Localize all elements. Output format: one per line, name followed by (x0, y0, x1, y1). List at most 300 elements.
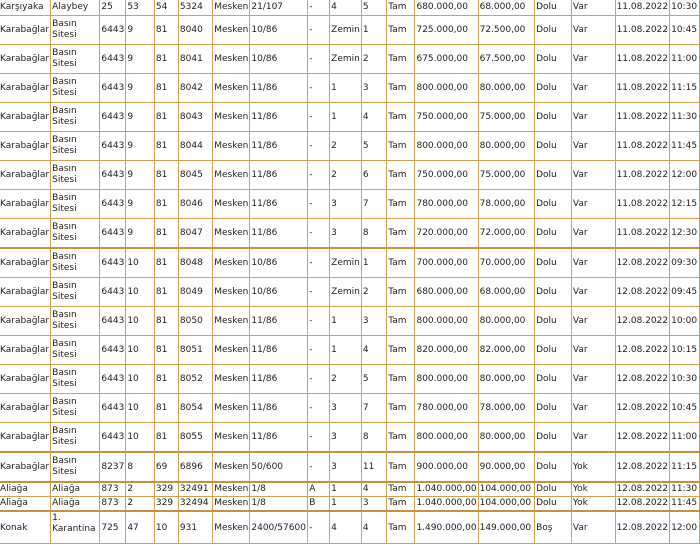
cell-neighborhood: Basın Sitesi (51, 365, 100, 394)
cell-extra: Yok (571, 452, 615, 482)
cell-neighborhood: Aliağa (51, 497, 100, 512)
cell-extra: Var (571, 278, 615, 307)
cell-district: Karabağlar (0, 132, 51, 161)
cell-deposit: 80.000,00 (478, 307, 535, 336)
cell-block: - (308, 219, 330, 249)
cell-occupancy: Dolu (535, 0, 572, 16)
cell-occupancy: Dolu (535, 219, 572, 249)
cell-neighborhood: Basın Sitesi (51, 45, 100, 74)
cell-ada: 6443 (100, 307, 126, 336)
cell-parsel: 9 (126, 190, 155, 219)
cell-ada: 6443 (100, 45, 126, 74)
cell-share: 11/86 (250, 365, 308, 394)
cell-ownership: Tam (387, 74, 415, 103)
cell-unit-no: 8049 (178, 278, 212, 307)
cell-ownership: Tam (387, 423, 415, 453)
table-row (0, 248, 700, 278)
cell-block: A (308, 482, 330, 497)
cell-price: 680.000,00 (415, 278, 478, 307)
cell-district: Karabağlar (0, 423, 51, 453)
cell-block: - (308, 0, 330, 16)
cell-type: Mesken (213, 452, 250, 482)
cell-type: Mesken (213, 74, 250, 103)
table-row (0, 497, 700, 512)
cell-pafta: 81 (154, 219, 178, 249)
cell-time: 11:45 (670, 132, 700, 161)
cell-pafta: 81 (154, 365, 178, 394)
cell-deposit: 70.000,00 (478, 248, 535, 278)
cell-district: Karabağlar (0, 74, 51, 103)
cell-unit-no: 931 (178, 511, 212, 544)
cell-door: 4 (361, 511, 386, 544)
cell-occupancy: Dolu (535, 452, 572, 482)
cell-occupancy: Dolu (535, 16, 572, 45)
cell-extra: Var (571, 190, 615, 219)
cell-parsel: 9 (126, 45, 155, 74)
cell-type: Mesken (213, 103, 250, 132)
cell-ownership: Tam (387, 132, 415, 161)
cell-block: - (308, 278, 330, 307)
cell-price: 800.000,00 (415, 423, 478, 453)
cell-pafta: 54 (154, 0, 178, 16)
cell-parsel: 10 (126, 394, 155, 423)
cell-type: Mesken (213, 307, 250, 336)
cell-date: 12.08.2022 (615, 365, 670, 394)
cell-type: Mesken (213, 482, 250, 497)
cell-deposit: 104.000,00 (478, 497, 535, 512)
cell-block: - (308, 365, 330, 394)
cell-floor: 1 (330, 74, 362, 103)
cell-date: 11.08.2022 (615, 103, 670, 132)
cell-district: Karabağlar (0, 16, 51, 45)
cell-extra: Var (571, 423, 615, 453)
cell-occupancy: Dolu (535, 103, 572, 132)
cell-block: - (308, 248, 330, 278)
table-row (0, 336, 700, 365)
cell-pafta: 329 (154, 482, 178, 497)
cell-floor: 1 (330, 336, 362, 365)
cell-parsel: 10 (126, 248, 155, 278)
cell-parsel: 9 (126, 16, 155, 45)
cell-door: 11 (361, 452, 386, 482)
cell-pafta: 81 (154, 45, 178, 74)
cell-pafta: 69 (154, 452, 178, 482)
cell-floor: 1 (330, 482, 362, 497)
cell-unit-no: 8042 (178, 74, 212, 103)
cell-parsel: 9 (126, 161, 155, 190)
cell-price: 800.000,00 (415, 74, 478, 103)
cell-neighborhood: Aliağa (51, 482, 100, 497)
cell-date: 12.08.2022 (615, 452, 670, 482)
cell-neighborhood: 1. Karantina (51, 511, 100, 544)
cell-type: Mesken (213, 190, 250, 219)
cell-date: 12.08.2022 (615, 511, 670, 544)
cell-door: 5 (361, 365, 386, 394)
cell-time: 09:30 (670, 248, 700, 278)
cell-ownership: Tam (387, 190, 415, 219)
cell-extra: Var (571, 132, 615, 161)
cell-date: 12.08.2022 (615, 394, 670, 423)
table-row (0, 482, 700, 497)
cell-time: 11:00 (670, 423, 700, 453)
cell-share: 11/86 (250, 423, 308, 453)
cell-price: 780.000,00 (415, 190, 478, 219)
cell-extra: Var (571, 0, 615, 16)
cell-date: 11.08.2022 (615, 161, 670, 190)
cell-time: 10:30 (670, 365, 700, 394)
cell-ownership: Tam (387, 497, 415, 512)
cell-district: Karşıyaka (0, 0, 51, 16)
cell-share: 11/86 (250, 103, 308, 132)
cell-district: Karabağlar (0, 103, 51, 132)
cell-share: 11/86 (250, 336, 308, 365)
cell-ownership: Tam (387, 0, 415, 16)
cell-date: 11.08.2022 (615, 74, 670, 103)
cell-extra: Yok (571, 482, 615, 497)
cell-pafta: 81 (154, 132, 178, 161)
table-row (0, 16, 700, 45)
cell-neighborhood: Basın Sitesi (51, 307, 100, 336)
cell-occupancy: Dolu (535, 190, 572, 219)
cell-price: 675.000,00 (415, 45, 478, 74)
cell-ada: 25 (100, 0, 126, 16)
cell-district: Konak (0, 511, 51, 544)
cell-ownership: Tam (387, 394, 415, 423)
table-row (0, 423, 700, 453)
cell-ownership: Tam (387, 248, 415, 278)
cell-district: Aliağa (0, 497, 51, 512)
cell-date: 12.08.2022 (615, 497, 670, 512)
cell-ada: 6443 (100, 74, 126, 103)
cell-occupancy: Dolu (535, 482, 572, 497)
table-row (0, 365, 700, 394)
cell-unit-no: 8041 (178, 45, 212, 74)
cell-type: Mesken (213, 394, 250, 423)
cell-floor: 4 (330, 511, 362, 544)
cell-neighborhood: Basın Sitesi (51, 336, 100, 365)
cell-neighborhood: Basın Sitesi (51, 74, 100, 103)
cell-price: 820.000,00 (415, 336, 478, 365)
cell-floor: 3 (330, 219, 362, 249)
cell-pafta: 81 (154, 74, 178, 103)
cell-door: 4 (361, 482, 386, 497)
cell-deposit: 149.000,00 (478, 511, 535, 544)
cell-pafta: 81 (154, 336, 178, 365)
cell-door: 4 (361, 103, 386, 132)
cell-extra: Var (571, 45, 615, 74)
cell-block: - (308, 511, 330, 544)
cell-floor: Zemin (330, 278, 362, 307)
cell-door: 1 (361, 248, 386, 278)
cell-neighborhood: Basın Sitesi (51, 394, 100, 423)
cell-neighborhood: Alaybey (51, 0, 100, 16)
cell-time: 11:30 (670, 482, 700, 497)
cell-extra: Var (571, 161, 615, 190)
cell-floor: 3 (330, 423, 362, 453)
cell-block: B (308, 497, 330, 512)
cell-door: 8 (361, 423, 386, 453)
cell-deposit: 80.000,00 (478, 132, 535, 161)
cell-parsel: 10 (126, 336, 155, 365)
cell-deposit: 80.000,00 (478, 423, 535, 453)
cell-unit-no: 8044 (178, 132, 212, 161)
cell-unit-no: 32491 (178, 482, 212, 497)
cell-time: 10:15 (670, 336, 700, 365)
cell-share: 11/86 (250, 394, 308, 423)
cell-neighborhood: Basın Sitesi (51, 248, 100, 278)
cell-date: 12.08.2022 (615, 482, 670, 497)
cell-price: 750.000,00 (415, 161, 478, 190)
cell-date: 11.08.2022 (615, 219, 670, 249)
table-row (0, 74, 700, 103)
cell-ada: 6443 (100, 423, 126, 453)
cell-date: 12.08.2022 (615, 336, 670, 365)
cell-pafta: 81 (154, 394, 178, 423)
cell-price: 720.000,00 (415, 219, 478, 249)
cell-neighborhood: Basın Sitesi (51, 278, 100, 307)
cell-date: 11.08.2022 (615, 132, 670, 161)
table-row (0, 394, 700, 423)
cell-price: 1.040.000,00 (415, 497, 478, 512)
cell-type: Mesken (213, 132, 250, 161)
cell-block: - (308, 336, 330, 365)
cell-unit-no: 8048 (178, 248, 212, 278)
table-row (0, 511, 700, 544)
cell-ada: 6443 (100, 278, 126, 307)
cell-neighborhood: Basın Sitesi (51, 103, 100, 132)
cell-unit-no: 6896 (178, 452, 212, 482)
cell-date: 11.08.2022 (615, 16, 670, 45)
cell-parsel: 2 (126, 497, 155, 512)
cell-block: - (308, 16, 330, 45)
cell-door: 6 (361, 161, 386, 190)
cell-price: 900.000,00 (415, 452, 478, 482)
cell-district: Karabağlar (0, 394, 51, 423)
cell-door: 4 (361, 336, 386, 365)
cell-time: 10:45 (670, 394, 700, 423)
cell-deposit: 68.000,00 (478, 0, 535, 16)
cell-deposit: 80.000,00 (478, 74, 535, 103)
cell-ada: 873 (100, 482, 126, 497)
cell-time: 09:45 (670, 278, 700, 307)
cell-door: 2 (361, 45, 386, 74)
cell-occupancy: Dolu (535, 394, 572, 423)
cell-ada: 6443 (100, 394, 126, 423)
cell-type: Mesken (213, 278, 250, 307)
cell-unit-no: 8050 (178, 307, 212, 336)
cell-time: 11:45 (670, 497, 700, 512)
cell-deposit: 75.000,00 (478, 103, 535, 132)
cell-unit-no: 8040 (178, 16, 212, 45)
cell-price: 800.000,00 (415, 307, 478, 336)
cell-neighborhood: Basın Sitesi (51, 132, 100, 161)
cell-share: 1/8 (250, 482, 308, 497)
cell-time: 10:00 (670, 307, 700, 336)
cell-parsel: 2 (126, 482, 155, 497)
cell-date: 11.08.2022 (615, 0, 670, 16)
cell-parsel: 10 (126, 307, 155, 336)
cell-occupancy: Dolu (535, 161, 572, 190)
table-row (0, 45, 700, 74)
cell-occupancy: Dolu (535, 45, 572, 74)
cell-parsel: 10 (126, 365, 155, 394)
cell-unit-no: 8051 (178, 336, 212, 365)
cell-extra: Var (571, 307, 615, 336)
cell-unit-no: 8043 (178, 103, 212, 132)
cell-time: 12:00 (670, 511, 700, 544)
table-row (0, 278, 700, 307)
cell-ownership: Tam (387, 103, 415, 132)
cell-date: 12.08.2022 (615, 423, 670, 453)
cell-floor: 2 (330, 365, 362, 394)
cell-occupancy: Dolu (535, 423, 572, 453)
cell-date: 11.08.2022 (615, 190, 670, 219)
table-row (0, 132, 700, 161)
cell-ada: 6443 (100, 132, 126, 161)
cell-district: Karabağlar (0, 190, 51, 219)
cell-ada: 873 (100, 497, 126, 512)
cell-ownership: Tam (387, 307, 415, 336)
cell-deposit: 82.000,00 (478, 336, 535, 365)
cell-time: 12:00 (670, 161, 700, 190)
cell-extra: Var (571, 336, 615, 365)
cell-neighborhood: Basın Sitesi (51, 423, 100, 453)
cell-district: Karabağlar (0, 365, 51, 394)
cell-date: 11.08.2022 (615, 45, 670, 74)
cell-unit-no: 8052 (178, 365, 212, 394)
cell-share: 11/86 (250, 74, 308, 103)
cell-occupancy: Dolu (535, 132, 572, 161)
cell-type: Mesken (213, 248, 250, 278)
cell-deposit: 104.000,00 (478, 482, 535, 497)
cell-extra: Var (571, 365, 615, 394)
cell-block: - (308, 161, 330, 190)
cell-door: 7 (361, 190, 386, 219)
cell-deposit: 80.000,00 (478, 365, 535, 394)
cell-door: 3 (361, 307, 386, 336)
cell-time: 11:30 (670, 103, 700, 132)
cell-unit-no: 8045 (178, 161, 212, 190)
cell-district: Aliağa (0, 482, 51, 497)
table-row (0, 307, 700, 336)
cell-ada: 6443 (100, 103, 126, 132)
cell-ownership: Tam (387, 511, 415, 544)
cell-unit-no: 32494 (178, 497, 212, 512)
cell-time: 10:45 (670, 16, 700, 45)
cell-type: Mesken (213, 423, 250, 453)
cell-share: 10/86 (250, 16, 308, 45)
cell-extra: Var (571, 103, 615, 132)
cell-ada: 725 (100, 511, 126, 544)
cell-occupancy: Dolu (535, 74, 572, 103)
table-row (0, 190, 700, 219)
cell-occupancy: Dolu (535, 248, 572, 278)
cell-price: 1.040.000,00 (415, 482, 478, 497)
cell-deposit: 72.000,00 (478, 219, 535, 249)
cell-floor: 2 (330, 161, 362, 190)
cell-floor: 3 (330, 452, 362, 482)
cell-type: Mesken (213, 45, 250, 74)
cell-share: 11/86 (250, 161, 308, 190)
cell-parsel: 10 (126, 423, 155, 453)
cell-share: 1/8 (250, 497, 308, 512)
cell-pafta: 81 (154, 248, 178, 278)
cell-share: 21/107 (250, 0, 308, 16)
cell-price: 780.000,00 (415, 394, 478, 423)
cell-pafta: 81 (154, 16, 178, 45)
cell-parsel: 9 (126, 103, 155, 132)
cell-ownership: Tam (387, 365, 415, 394)
cell-door: 8 (361, 219, 386, 249)
cell-ownership: Tam (387, 16, 415, 45)
cell-time: 12:30 (670, 219, 700, 249)
cell-door: 3 (361, 497, 386, 512)
table-row (0, 219, 700, 249)
cell-ownership: Tam (387, 482, 415, 497)
cell-share: 50/600 (250, 452, 308, 482)
cell-type: Mesken (213, 16, 250, 45)
cell-occupancy: Dolu (535, 278, 572, 307)
cell-extra: Var (571, 219, 615, 249)
cell-block: - (308, 132, 330, 161)
cell-time: 12:15 (670, 190, 700, 219)
cell-district: Karabağlar (0, 278, 51, 307)
cell-unit-no: 8054 (178, 394, 212, 423)
cell-type: Mesken (213, 219, 250, 249)
cell-type: Mesken (213, 0, 250, 16)
cell-block: - (308, 307, 330, 336)
cell-pafta: 81 (154, 161, 178, 190)
cell-parsel: 9 (126, 132, 155, 161)
cell-door: 7 (361, 394, 386, 423)
cell-ownership: Tam (387, 278, 415, 307)
cell-pafta: 81 (154, 190, 178, 219)
cell-parsel: 10 (126, 278, 155, 307)
cell-deposit: 67.500,00 (478, 45, 535, 74)
cell-deposit: 68.000,00 (478, 278, 535, 307)
cell-floor: 1 (330, 497, 362, 512)
cell-time: 11:15 (670, 74, 700, 103)
cell-time: 11:00 (670, 45, 700, 74)
cell-occupancy: Dolu (535, 307, 572, 336)
cell-extra: Var (571, 74, 615, 103)
cell-parsel: 47 (126, 511, 155, 544)
cell-door: 1 (361, 16, 386, 45)
cell-pafta: 81 (154, 103, 178, 132)
cell-parsel: 9 (126, 219, 155, 249)
cell-district: Karabağlar (0, 161, 51, 190)
cell-district: Karabağlar (0, 219, 51, 249)
cell-share: 11/86 (250, 219, 308, 249)
cell-extra: Var (571, 16, 615, 45)
cell-share: 10/86 (250, 248, 308, 278)
cell-floor: 1 (330, 307, 362, 336)
cell-price: 680.000,00 (415, 0, 478, 16)
cell-ada: 8237 (100, 452, 126, 482)
cell-pafta: 10 (154, 511, 178, 544)
cell-door: 5 (361, 132, 386, 161)
cell-time: 10:30 (670, 0, 700, 16)
cell-district: Karabağlar (0, 336, 51, 365)
cell-neighborhood: Basın Sitesi (51, 452, 100, 482)
cell-pafta: 81 (154, 423, 178, 453)
cell-price: 1.490.000,00 (415, 511, 478, 544)
cell-block: - (308, 394, 330, 423)
cell-door: 3 (361, 74, 386, 103)
cell-price: 750.000,00 (415, 103, 478, 132)
cell-date: 12.08.2022 (615, 278, 670, 307)
cell-occupancy: Dolu (535, 365, 572, 394)
